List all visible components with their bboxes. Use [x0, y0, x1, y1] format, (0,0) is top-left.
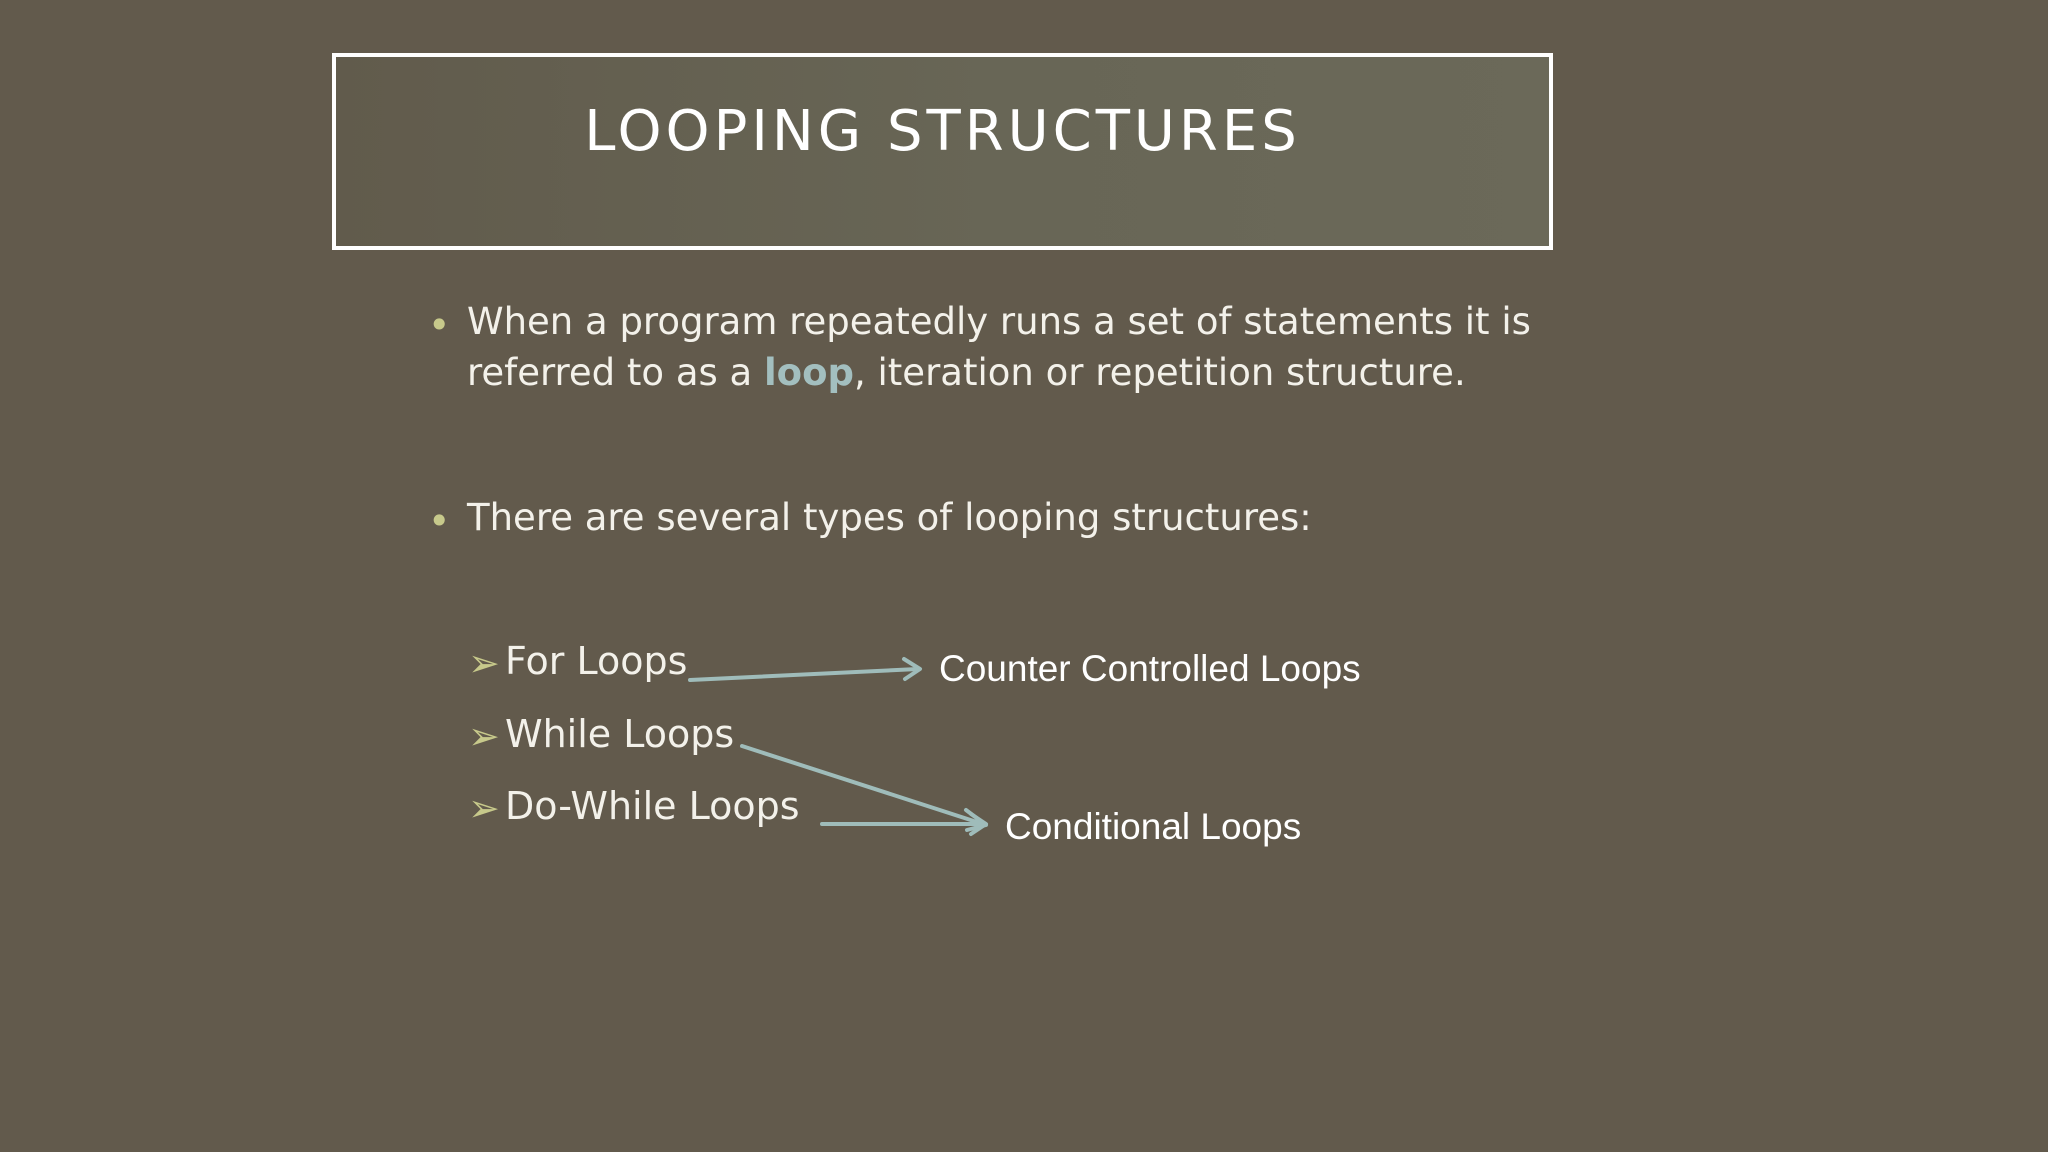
bullet-dot-icon: • — [428, 303, 451, 347]
bullet-dot-icon: • — [428, 499, 451, 543]
category-counter-controlled: Counter Controlled Loops — [939, 648, 1361, 689]
loop-type-while: While Loops — [505, 712, 735, 756]
bullet-1-line-2-after: , iteration or repetition structure. — [854, 351, 1466, 394]
keyword-loop: loop — [763, 351, 854, 394]
arrowhead-bullet-icon: ➢ — [468, 714, 500, 758]
arrow-for-to-counter — [690, 659, 920, 680]
loop-type-for: For Loops — [505, 639, 688, 683]
loop-type-do-while: Do-While Loops — [505, 784, 800, 828]
slide-title: LOOPING STRUCTURES — [584, 99, 1301, 164]
bullet-2-text: There are several types of looping structures: — [467, 496, 1312, 539]
arrowhead-bullet-icon: ➢ — [468, 641, 500, 685]
arrowhead-bullet-icon: ➢ — [468, 786, 500, 830]
bullet-1-line-1-text: When a program repeatedly runs a set of statements it is — [467, 300, 1531, 343]
category-conditional: Conditional Loops — [1005, 806, 1302, 847]
bullet-1-line-2-before: referred to as a — [467, 351, 764, 394]
arrow-while-to-conditional — [742, 746, 986, 830]
